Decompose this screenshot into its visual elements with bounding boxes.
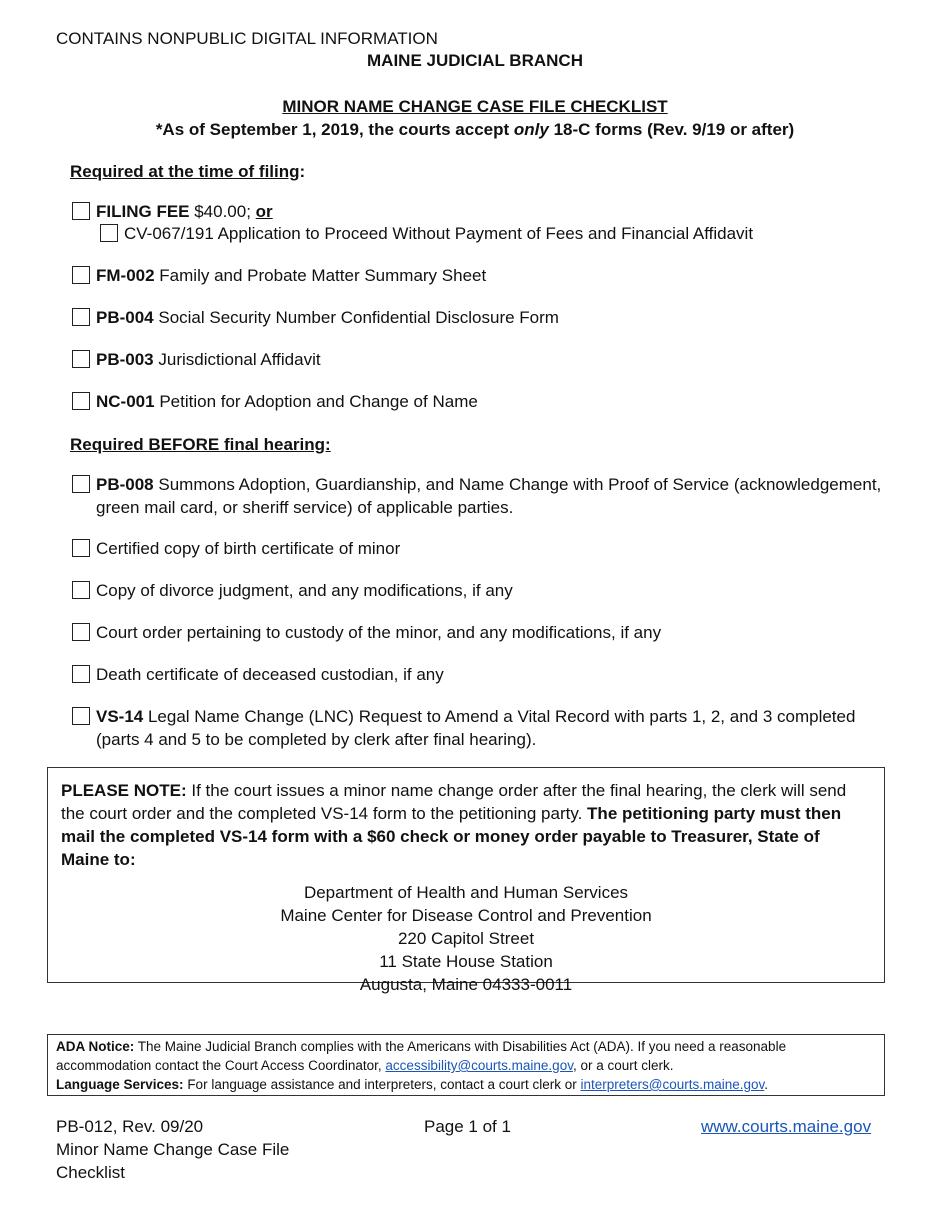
checkbox[interactable] [72,266,90,284]
checklist-item-filing-fee: FILING FEE $40.00; or [72,200,886,223]
interpreters-email-link[interactable]: interpreters@courts.maine.gov [580,1077,765,1092]
checklist-item-nc001: NC-001 Petition for Adoption and Change of Name [72,390,886,413]
page-title: MINOR NAME CHANGE CASE FILE CHECKLIST [282,97,668,116]
note-text: PLEASE NOTE: If the court issues a minor name change order after the final hearing, the clerk will send the court order and the completed VS-14 form to the petitioning party. The petitioning party must then mail the completed VS-14 form with a $60 check or money order payable to Treasurer, State of Maine to: [61,781,847,869]
checkbox[interactable] [72,665,90,683]
language-services: Language Services: For language assistance and interpreters, contact a court clerk or interpreters@courts.maine.gov. [56,1077,769,1092]
checklist-item-fee-waiver: CV-067/191 Application to Proceed Without Payment of Fees and Financial Affidavit [100,222,914,245]
ada-notice-box [47,1034,885,1096]
branch-name: MAINE JUDICIAL BRANCH [367,51,583,70]
confidential-notice: CONTAINS NONPUBLIC DIGITAL INFORMATION [56,29,438,48]
checklist-item-pb004: PB-004 Social Security Number Confidential Disclosure Form [72,306,886,329]
checklist-item-divorce-judgment: Copy of divorce judgment, and any modifications, if any [72,579,886,602]
section-heading-filing: Required at the time of filing: [70,162,306,181]
checklist-item-fm002: FM-002 Family and Probate Matter Summary Sheet [72,264,886,287]
website-link[interactable]: www.courts.maine.gov [701,1117,872,1136]
checkbox[interactable] [72,581,90,599]
page-subtitle: *As of September 1, 2019, the courts accept only 18-C forms (Rev. 9/19 or after) [155,120,795,139]
checkbox[interactable] [72,475,90,493]
subtitle-emphasis: only [513,120,549,139]
checkbox[interactable] [100,224,118,242]
checklist-item-pb008: PB-008 Summons Adoption, Guardianship, and Name Change with Proof of Service (acknowledgement, green mail card, or sheriff service) of applicable parties. [72,473,886,519]
section-heading-hearing: Required BEFORE final hearing: [70,435,331,454]
page-number: Page 1 of 1 [424,1117,511,1136]
accessibility-email-link[interactable]: accessibility@courts.maine.gov [385,1058,573,1073]
ada-notice: ADA Notice: The Maine Judicial Branch complies with the Americans with Disabilities Act (ADA). If you need a reasonable accommodation contact the Court Access Coordinator, accessibility@courts.maine.gov, or a court clerk. [56,1039,787,1073]
checkbox[interactable] [72,350,90,368]
checklist-item-vs14: VS-14 Legal Name Change (LNC) Request to Amend a Vital Record with parts 1, 2, and 3 completed (parts 4 and 5 to be completed by clerk after final hearing). [72,705,886,751]
please-note-box [47,767,885,994]
checklist-item-pb003: PB-003 Jurisdictional Affidavit [72,348,886,371]
checkbox[interactable] [72,308,90,326]
checkbox[interactable] [72,623,90,641]
form-identifier: PB-012, Rev. 09/20 Minor Name Change Case File Checklist [56,1117,290,1182]
checkbox[interactable] [72,707,90,725]
mailing-address: Department of Health and Human Services Maine Center for Disease Control and Prevention 220 Capitol Street 11 State House Station Augusta, Maine 04333-0011 [280,883,652,994]
checklist-item-death-certificate: Death certificate of deceased custodian, if any [72,663,886,686]
checkbox[interactable] [72,392,90,410]
checkbox[interactable] [72,539,90,557]
checklist-item-birth-certificate: Certified copy of birth certificate of minor [72,537,886,560]
checkbox[interactable] [72,202,90,220]
checklist-item-custody-order: Court order pertaining to custody of the minor, and any modifications, if any [72,621,886,644]
